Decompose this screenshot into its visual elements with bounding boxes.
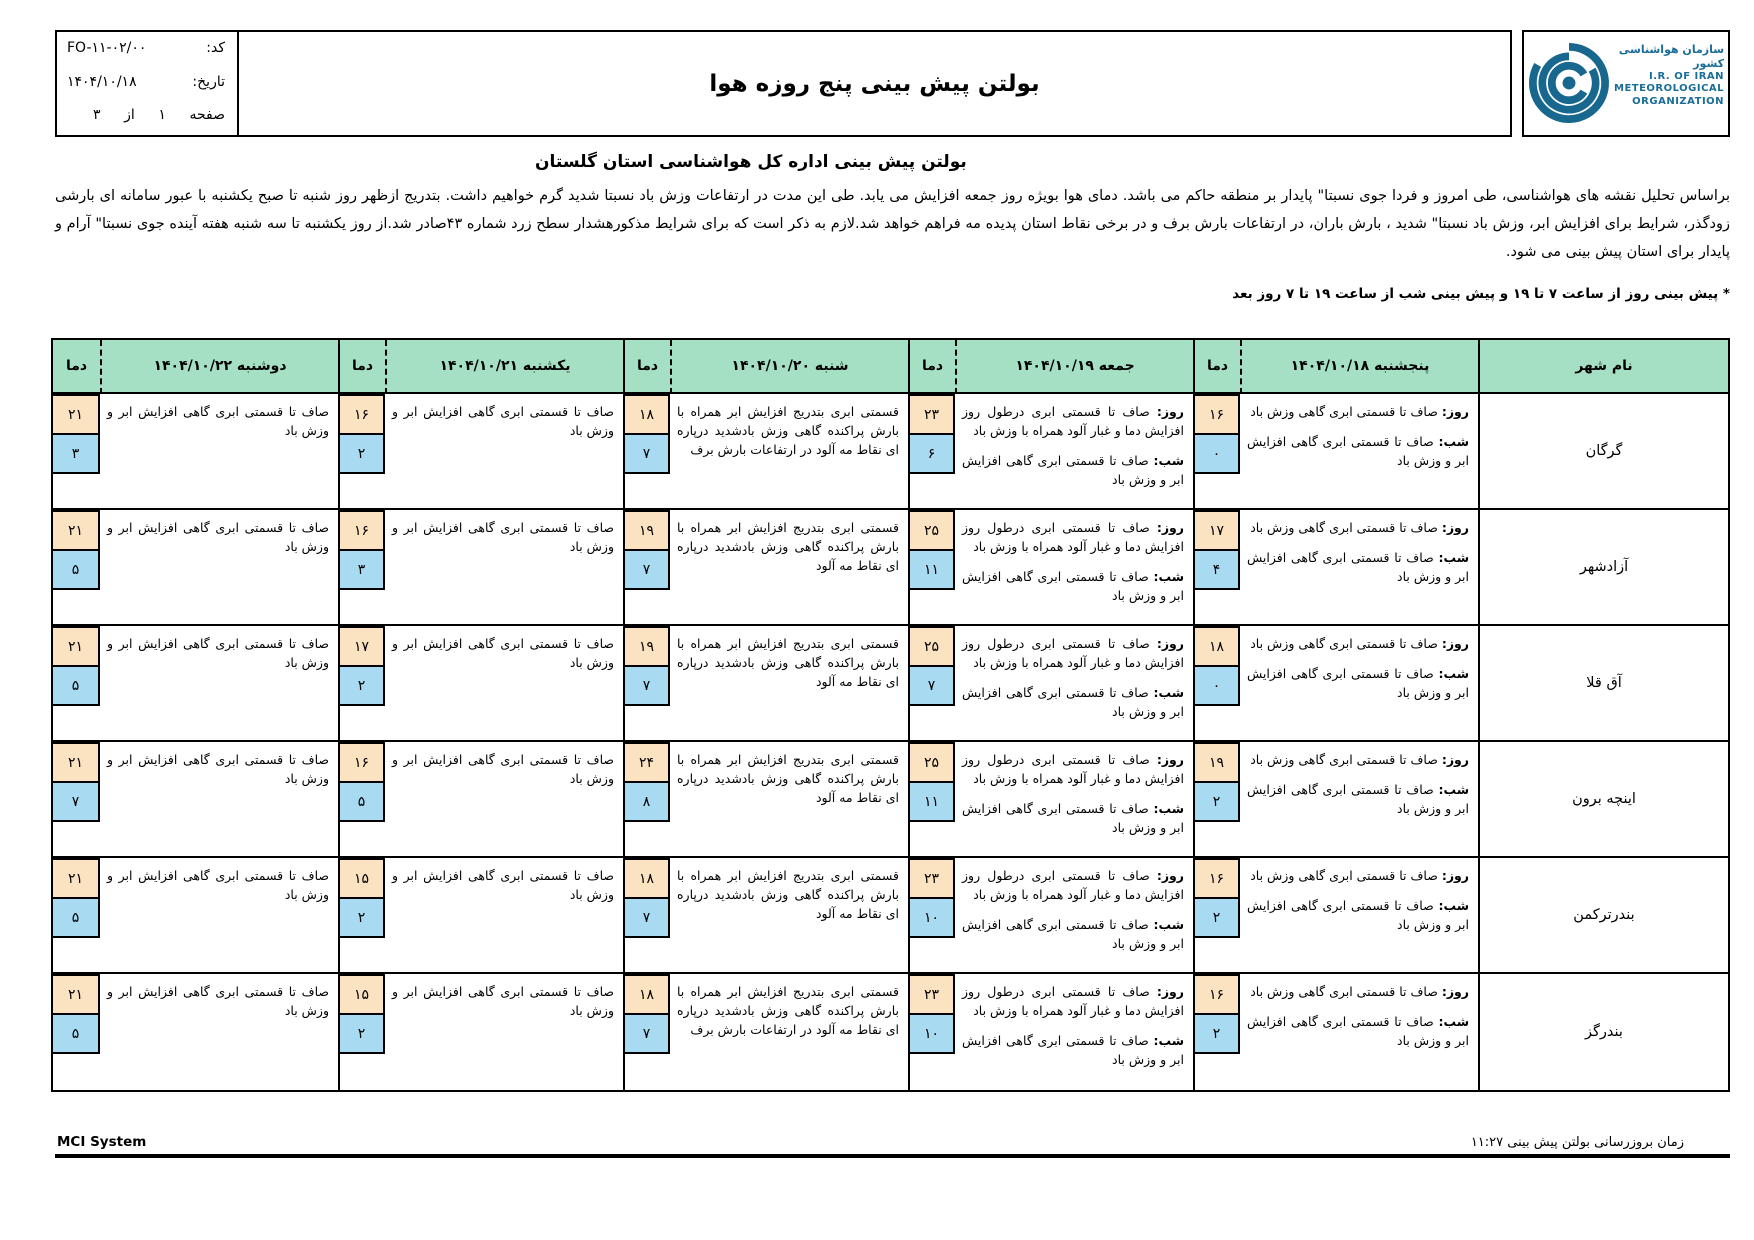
- temp-cell: [53, 626, 100, 742]
- city-row-4: [53, 858, 1728, 974]
- night-forecast: [962, 568, 1184, 606]
- temp-cell: [623, 858, 670, 974]
- city-name: آزادشهر: [1478, 510, 1728, 626]
- day-forecast-text: صاف تا قسمتی ابری گاهی وزش باد: [1250, 984, 1442, 1000]
- night-label: شب:: [1153, 452, 1184, 468]
- province-subtitle: [55, 152, 1730, 172]
- night-forecast-text: صاف تا قسمتی ابری گاهی افزایش ابر و وزش باد: [1247, 1014, 1469, 1048]
- temp-cell: [908, 394, 955, 510]
- day-temp-box: ۱۷: [340, 626, 385, 667]
- night-forecast: [962, 684, 1184, 722]
- forecast-text: قسمتی ابری بتدریج افزایش ابر همراه با بارش پراکنده گاهی وزش بادشدید درپاره ای نقاط مه آلود در ارتفاعات بارش برف: [677, 984, 899, 1037]
- night-forecast-text: صاف تا قسمتی ابری گاهی افزایش ابر و وزش باد: [1247, 898, 1469, 932]
- forecast-cell: [670, 510, 908, 626]
- night-temp-box: ۷: [910, 665, 955, 706]
- day-temp-box: ۱۵: [340, 858, 385, 899]
- day-temp-box: ۲۵: [910, 626, 955, 667]
- night-temp-box: ۷: [625, 665, 670, 706]
- night-temp-box: ۸: [625, 781, 670, 822]
- forecast-text: قسمتی ابری بتدریج افزایش ابر همراه با بارش پراکنده گاهی وزش بادشدید درپاره ای نقاط مه آلود: [677, 868, 899, 921]
- col-header-temp-2: دما: [623, 340, 670, 394]
- day-temp-box: ۲۱: [53, 394, 100, 435]
- temp-cell: [623, 394, 670, 510]
- day-temp-box: ۱۶: [1195, 858, 1240, 899]
- forecast-cell: [385, 974, 623, 1090]
- city-name: آق قلا: [1478, 626, 1728, 742]
- forecast-cell: [100, 974, 338, 1090]
- day-forecast: [962, 983, 1184, 1021]
- forecast-cell: [955, 510, 1193, 626]
- col-header-day-4: دوشنبه ۱۴۰۴/۱۰/۲۲: [100, 340, 338, 394]
- day-temp-box: ۲۱: [53, 858, 100, 899]
- night-forecast-text: صاف تا قسمتی ابری گاهی افزایش ابر و وزش باد: [962, 568, 1184, 603]
- day-forecast-text: صاف تا قسمتی ابری گاهی وزش باد: [1250, 868, 1442, 884]
- document-header: [55, 30, 1730, 137]
- day-temp-box: ۲۱: [53, 510, 100, 551]
- day-forecast-text: صاف تا قسمتی ابری درطول روز افزایش دما و غبار آلود همراه با وزش باد: [962, 520, 1184, 555]
- night-label: شب:: [1153, 684, 1184, 700]
- temp-cell: [338, 510, 385, 626]
- org-name-fa: سازمان هواشناسی کشور: [1618, 43, 1725, 70]
- temp-cell: [908, 510, 955, 626]
- org-name-en-2: METEOROLOGICAL: [1614, 83, 1725, 94]
- update-time-text: زمان بروزرسانی بولتن پیش بینی ۱۱:۲۷: [1470, 1135, 1684, 1151]
- forecast-cell: [1240, 858, 1478, 974]
- org-name-en-3: ORGANIZATION: [1632, 95, 1725, 107]
- temp-cell: [53, 858, 100, 974]
- org-logo-box: [1522, 30, 1730, 137]
- night-forecast-text: صاف تا قسمتی ابری گاهی افزایش ابر و وزش باد: [1247, 434, 1469, 468]
- meteorological-spiral-logo-icon: [1526, 37, 1612, 133]
- temp-cell: [908, 626, 955, 742]
- day-temp-box: ۱۸: [625, 394, 670, 435]
- night-temp-box: ۲: [1195, 1013, 1240, 1054]
- night-label: شب:: [1153, 800, 1184, 816]
- mci-system-label: MCI System: [57, 1134, 147, 1151]
- night-temp-box: ۷: [53, 781, 100, 822]
- night-temp-box: ۱۰: [910, 897, 955, 938]
- forecast-cell: [100, 742, 338, 858]
- temp-cell: [623, 742, 670, 858]
- temp-cell: [1193, 742, 1240, 858]
- forecast-cell: [385, 394, 623, 510]
- day-temp-box: ۱۶: [340, 394, 385, 435]
- col-header-temp-1: دما: [908, 340, 955, 394]
- night-temp-box: ۴: [1195, 549, 1240, 590]
- day-forecast: [1247, 983, 1469, 1002]
- org-logo-text: [1614, 37, 1724, 108]
- title-and-code-box: [55, 30, 1512, 137]
- code-label: کد:: [206, 40, 225, 56]
- day-temp-box: ۱۶: [340, 510, 385, 551]
- temp-cell: [1193, 626, 1240, 742]
- forecast-text: صاف تا قسمتی ابری گاهی افزایش ابر و وزش باد: [392, 636, 614, 671]
- night-forecast: [962, 800, 1184, 838]
- day-label: روز:: [1441, 984, 1469, 1000]
- forecast-cell: [670, 626, 908, 742]
- code-box: [57, 32, 239, 135]
- city-name: اینچه برون: [1478, 742, 1728, 858]
- forecast-table-head: [53, 340, 1728, 394]
- temp-cell: [1193, 394, 1240, 510]
- day-label: روز:: [1441, 404, 1469, 420]
- page-total: ۳: [93, 107, 101, 123]
- day-label: روز:: [1156, 868, 1184, 884]
- code-value: FO-۱۱-۰۲/۰۰: [67, 40, 147, 56]
- document-title: بولتن پیش بینی پنج روزه هوا: [709, 70, 1040, 97]
- temp-cell: [623, 974, 670, 1090]
- day-forecast: [1247, 403, 1469, 422]
- title-cell: [239, 32, 1510, 135]
- night-forecast: [1247, 665, 1469, 703]
- temp-cell: [338, 626, 385, 742]
- night-forecast-text: صاف تا قسمتی ابری گاهی افزایش ابر و وزش باد: [1247, 550, 1469, 584]
- forecast-table-body: [53, 394, 1728, 1090]
- night-temp-box: ۳: [340, 549, 385, 590]
- temp-cell: [623, 510, 670, 626]
- night-forecast: [962, 916, 1184, 954]
- day-temp-box: ۱۹: [625, 510, 670, 551]
- night-temp-box: ۷: [625, 1013, 670, 1054]
- night-temp-box: ۰: [1195, 665, 1240, 706]
- forecast-text: قسمتی ابری بتدریج افزایش ابر همراه با بارش پراکنده گاهی وزش بادشدید درپاره ای نقاط مه آلود: [677, 636, 899, 689]
- temp-cell: [1193, 974, 1240, 1090]
- temp-cell: [53, 510, 100, 626]
- city-row-0: [53, 394, 1728, 510]
- forecast-cell: [385, 626, 623, 742]
- day-label: روز:: [1441, 636, 1469, 652]
- forecast-cell: [955, 394, 1193, 510]
- forecast-cell: [955, 858, 1193, 974]
- page-row: [67, 107, 225, 131]
- city-name: گرگان: [1478, 394, 1728, 510]
- forecast-text: صاف تا قسمتی ابری گاهی افزایش ابر و وزش باد: [392, 752, 614, 787]
- forecast-cell: [670, 742, 908, 858]
- day-temp-box: ۲۱: [53, 974, 100, 1015]
- day-temp-box: ۱۸: [625, 858, 670, 899]
- temp-cell: [623, 626, 670, 742]
- day-forecast: [1247, 867, 1469, 886]
- forecast-cell: [385, 742, 623, 858]
- forecast-text: قسمتی ابری بتدریج افزایش ابر همراه با بارش پراکنده گاهی وزش بادشدید درپاره ای نقاط مه آلود در ارتفاعات بارش برف: [677, 404, 899, 457]
- forecast-text: صاف تا قسمتی ابری گاهی افزایش ابر و وزش باد: [107, 520, 329, 555]
- night-label: شب:: [1153, 1032, 1184, 1048]
- night-forecast: [1247, 897, 1469, 935]
- forecast-text: صاف تا قسمتی ابری گاهی افزایش ابر و وزش باد: [392, 984, 614, 1019]
- day-label: روز:: [1156, 984, 1184, 1000]
- temp-cell: [53, 394, 100, 510]
- night-label: شب:: [1153, 916, 1184, 932]
- day-forecast-text: صاف تا قسمتی ابری گاهی وزش باد: [1250, 752, 1442, 768]
- night-forecast-text: صاف تا قسمتی ابری گاهی افزایش ابر و وزش باد: [962, 684, 1184, 719]
- forecast-table: [51, 338, 1730, 1092]
- night-forecast-text: صاف تا قسمتی ابری گاهی افزایش ابر و وزش باد: [962, 916, 1184, 951]
- day-forecast: [962, 751, 1184, 789]
- forecast-cell: [1240, 626, 1478, 742]
- night-temp-box: ۲: [340, 897, 385, 938]
- night-temp-box: ۲: [1195, 781, 1240, 822]
- night-label: شب:: [1438, 434, 1469, 450]
- page-footer: [55, 1134, 1730, 1158]
- day-temp-box: ۲۵: [910, 510, 955, 551]
- night-label: شب:: [1438, 666, 1469, 682]
- temp-cell: [908, 858, 955, 974]
- col-header-temp-4: دما: [53, 340, 100, 394]
- night-forecast: [1247, 781, 1469, 819]
- forecast-cell: [670, 394, 908, 510]
- night-label: شب:: [1153, 568, 1184, 584]
- day-forecast-text: صاف تا قسمتی ابری گاهی وزش باد: [1250, 404, 1442, 420]
- forecast-text: قسمتی ابری بتدریج افزایش ابر همراه با بارش پراکنده گاهی وزش بادشدید درپاره ای نقاط مه آلود: [677, 520, 899, 573]
- day-temp-box: ۱۵: [340, 974, 385, 1015]
- temp-cell: [338, 858, 385, 974]
- col-header-day-3: یکشنبه ۱۴۰۴/۱۰/۲۱: [385, 340, 623, 394]
- forecast-text: صاف تا قسمتی ابری گاهی افزایش ابر و وزش باد: [392, 520, 614, 555]
- day-temp-box: ۱۸: [625, 974, 670, 1015]
- day-temp-box: ۲۳: [910, 974, 955, 1015]
- day-temp-box: ۲۵: [910, 742, 955, 783]
- forecast-cell: [385, 858, 623, 974]
- day-forecast: [962, 867, 1184, 905]
- city-name: بندرگز: [1478, 974, 1728, 1090]
- forecast-cell: [955, 974, 1193, 1090]
- day-temp-box: ۱۹: [625, 626, 670, 667]
- city-row-5: [53, 974, 1728, 1090]
- day-forecast-text: صاف تا قسمتی ابری درطول روز افزایش دما و غبار آلود همراه با وزش باد: [962, 752, 1184, 787]
- day-temp-box: ۱۶: [340, 742, 385, 783]
- day-label: روز:: [1156, 636, 1184, 652]
- forecast-cell: [100, 858, 338, 974]
- header-row: [53, 340, 1728, 394]
- col-header-city: نام شهر: [1478, 340, 1728, 394]
- day-forecast: [1247, 519, 1469, 538]
- forecast-text: صاف تا قسمتی ابری گاهی افزایش ابر و وزش باد: [107, 868, 329, 903]
- day-forecast: [962, 519, 1184, 557]
- temp-cell: [908, 742, 955, 858]
- forecast-text: صاف تا قسمتی ابری گاهی افزایش ابر و وزش باد: [107, 636, 329, 671]
- forecast-cell: [670, 974, 908, 1090]
- night-temp-box: ۰: [1195, 433, 1240, 474]
- night-forecast: [962, 452, 1184, 490]
- night-forecast: [1247, 433, 1469, 471]
- province-subtitle-text: بولتن پیش بینی اداره کل هواشناسی استان گلستان: [535, 152, 967, 172]
- forecast-text: صاف تا قسمتی ابری گاهی افزایش ابر و وزش باد: [392, 868, 614, 903]
- forecast-text: صاف تا قسمتی ابری گاهی افزایش ابر و وزش باد: [107, 752, 329, 787]
- temp-cell: [1193, 510, 1240, 626]
- night-temp-box: ۵: [53, 549, 100, 590]
- night-forecast-text: صاف تا قسمتی ابری گاهی افزایش ابر و وزش باد: [1247, 666, 1469, 700]
- forecast-text: صاف تا قسمتی ابری گاهی افزایش ابر و وزش باد: [107, 984, 329, 1019]
- night-temp-box: ۲: [340, 1013, 385, 1054]
- temp-cell: [53, 974, 100, 1090]
- day-temp-box: ۱۹: [1195, 742, 1240, 783]
- forecast-cell: [1240, 510, 1478, 626]
- day-temp-box: ۱۶: [1195, 394, 1240, 435]
- forecast-cell: [100, 626, 338, 742]
- forecast-text: صاف تا قسمتی ابری گاهی افزایش ابر و وزش باد: [392, 404, 614, 439]
- forecast-hours-note: * پیش بینی روز از ساعت ۷ تا ۱۹ و پیش بینی شب از ساعت ۱۹ تا ۷ روز بعد: [1232, 286, 1730, 303]
- forecast-cell: [955, 626, 1193, 742]
- day-temp-box: ۱۷: [1195, 510, 1240, 551]
- day-temp-box: ۱۶: [1195, 974, 1240, 1015]
- page-label: صفحه: [189, 107, 225, 123]
- night-forecast-text: صاف تا قسمتی ابری گاهی افزایش ابر و وزش باد: [962, 452, 1184, 487]
- forecast-text: صاف تا قسمتی ابری گاهی افزایش ابر و وزش باد: [107, 404, 329, 439]
- night-label: شب:: [1438, 550, 1469, 566]
- day-temp-box: ۲۱: [53, 626, 100, 667]
- page-of-label: از: [124, 107, 135, 123]
- night-temp-box: ۲: [1195, 897, 1240, 938]
- col-header-temp-3: دما: [338, 340, 385, 394]
- day-forecast: [962, 635, 1184, 673]
- day-label: روز:: [1156, 520, 1184, 536]
- city-row-3: [53, 742, 1728, 858]
- night-temp-box: ۷: [625, 897, 670, 938]
- synoptic-discussion-paragraph: براساس تحلیل نقشه های هواشناسی، طی امروز و فردا جوی نسبتا" پایدار بر منطقه حاکم می باشد. دمای هوا بویژه روز جمعه افزایش می یابد. طی این مدت در ارتفاعات وزش باد نسبتا شدید گرم خواهیم داشت. بتدریج ازظهر روز شنبه تا صبح یکشنبه با عبور سامانه ای بارشی زودگذر، شرایط برای افزایش ابر، وزش باد نسبتا" شدید ، بارش باران، در ارتفاعات بارش برف و در برخی نقاط استان پدیده مه فراهم خواهد شد.لازم به ذکر است که برای شرایط مذکورهشدار سطح زرد شماره ۴۳صادر شد.از روز یکشنبه تا سه شنبه هفته آینده جوی نسبتا" آرام و پایدار برای استان پیش بینی می شود.: [55, 188, 1730, 260]
- day-temp-box: ۱۸: [1195, 626, 1240, 667]
- forecast-cell: [1240, 742, 1478, 858]
- temp-cell: [1193, 858, 1240, 974]
- night-forecast: [962, 1032, 1184, 1070]
- city-row-2: [53, 626, 1728, 742]
- night-forecast-text: صاف تا قسمتی ابری گاهی افزایش ابر و وزش باد: [1247, 782, 1469, 816]
- night-temp-box: ۷: [625, 549, 670, 590]
- forecast-cell: [1240, 974, 1478, 1090]
- col-header-temp-0: دما: [1193, 340, 1240, 394]
- night-forecast-text: صاف تا قسمتی ابری گاهی افزایش ابر و وزش باد: [962, 1032, 1184, 1067]
- day-forecast-text: صاف تا قسمتی ابری درطول روز افزایش دما و غبار آلود همراه با وزش باد: [962, 868, 1184, 903]
- date-row: [67, 74, 225, 98]
- forecast-cell: [100, 394, 338, 510]
- night-temp-box: ۷: [625, 433, 670, 474]
- day-temp-box: ۲۳: [910, 858, 955, 899]
- date-value: ۱۴۰۴/۱۰/۱۸: [67, 73, 137, 90]
- day-label: روز:: [1441, 868, 1469, 884]
- forecast-cell: [1240, 394, 1478, 510]
- day-label: روز:: [1441, 752, 1469, 768]
- night-temp-box: ۶: [910, 433, 955, 474]
- day-temp-box: ۲۳: [910, 394, 955, 435]
- city-name: بندرترکمن: [1478, 858, 1728, 974]
- night-temp-box: ۵: [53, 665, 100, 706]
- night-temp-box: ۵: [340, 781, 385, 822]
- night-temp-box: ۳: [53, 433, 100, 474]
- temp-cell: [53, 742, 100, 858]
- night-temp-box: ۲: [340, 665, 385, 706]
- forecast-cell: [100, 510, 338, 626]
- forecast-cell: [385, 510, 623, 626]
- night-temp-box: ۱۱: [910, 781, 955, 822]
- day-label: روز:: [1441, 520, 1469, 536]
- night-temp-box: ۵: [53, 897, 100, 938]
- col-header-day-1: جمعه ۱۴۰۴/۱۰/۱۹: [955, 340, 1193, 394]
- night-label: شب:: [1438, 782, 1469, 798]
- night-forecast: [1247, 1013, 1469, 1051]
- day-forecast: [1247, 751, 1469, 770]
- day-forecast-text: صاف تا قسمتی ابری درطول روز افزایش دما و غبار آلود همراه با وزش باد: [962, 984, 1184, 1019]
- night-temp-box: ۲: [340, 433, 385, 474]
- org-name-en-1: I.R. OF IRAN: [1649, 70, 1725, 82]
- day-forecast-text: صاف تا قسمتی ابری درطول روز افزایش دما و غبار آلود همراه با وزش باد: [962, 636, 1184, 671]
- page-number: ۱: [158, 107, 166, 123]
- forecast-text: قسمتی ابری بتدریج افزایش ابر همراه با بارش پراکنده گاهی وزش بادشدید درپاره ای نقاط مه آلود: [677, 752, 899, 805]
- day-forecast: [1247, 635, 1469, 654]
- day-temp-box: ۲۱: [53, 742, 100, 783]
- col-header-day-2: شنبه ۱۴۰۴/۱۰/۲۰: [670, 340, 908, 394]
- night-temp-box: ۱۰: [910, 1013, 955, 1054]
- day-forecast-text: صاف تا قسمتی ابری گاهی وزش باد: [1250, 636, 1442, 652]
- temp-cell: [338, 394, 385, 510]
- night-label: شب:: [1438, 898, 1469, 914]
- day-temp-box: ۲۴: [625, 742, 670, 783]
- temp-cell: [338, 742, 385, 858]
- day-forecast-text: صاف تا قسمتی ابری درطول روز افزایش دما و غبار آلود همراه با وزش باد: [962, 404, 1184, 439]
- date-label: تاریخ:: [192, 73, 225, 90]
- night-forecast: [1247, 549, 1469, 587]
- night-forecast-text: صاف تا قسمتی ابری گاهی افزایش ابر و وزش باد: [962, 800, 1184, 835]
- code-row: [67, 40, 225, 64]
- forecast-cell: [955, 742, 1193, 858]
- day-forecast: [962, 403, 1184, 441]
- night-temp-box: ۱۱: [910, 549, 955, 590]
- night-label: شب:: [1438, 1014, 1469, 1030]
- night-temp-box: ۵: [53, 1013, 100, 1054]
- temp-cell: [338, 974, 385, 1090]
- temp-cell: [908, 974, 955, 1090]
- city-row-1: [53, 510, 1728, 626]
- forecast-cell: [670, 858, 908, 974]
- col-header-day-0: پنجشنبه ۱۴۰۴/۱۰/۱۸: [1240, 340, 1478, 394]
- day-label: روز:: [1156, 752, 1184, 768]
- day-label: روز:: [1156, 404, 1184, 420]
- day-forecast-text: صاف تا قسمتی ابری گاهی وزش باد: [1250, 520, 1442, 536]
